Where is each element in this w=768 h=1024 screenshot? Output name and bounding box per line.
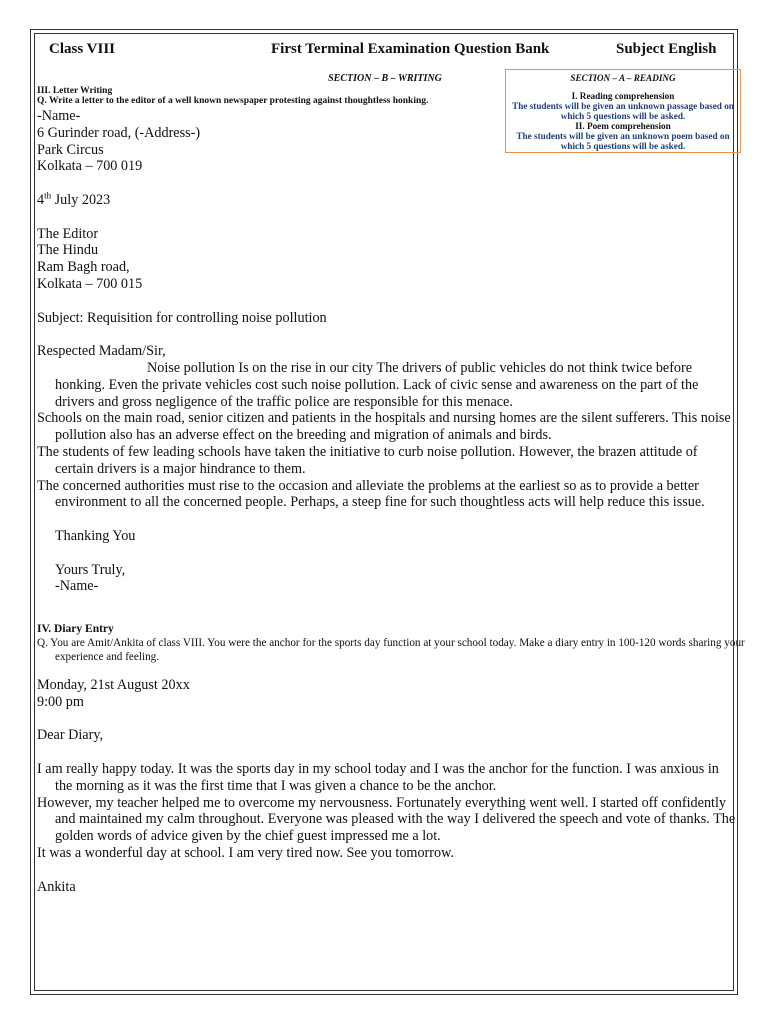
letter-paragraph: Noise pollution Is on the rise in our city The drivers of public vehicles do not think twice before honking. Even the private vehicles cost such noise pollution. Lack of civic sense and awareness on the part of the drivers and gross negligence of the traffic police are responsible for this menace.: [55, 359, 699, 410]
letter-closing: Yours Truly,: [55, 561, 126, 578]
diary-question: Q. You are Amit/Ankita of class VIII. You were the anchor for the sports day function at your school today. Make a diary entry in 100-120 words sharing your experience and feeling.: [37, 637, 745, 663]
class-label: Class VIII: [49, 41, 115, 57]
letter-paragraph: Schools on the main road, senior citizen and patients in the hospitals and nursing homes are the silent sufferers. This noise pollution also has an adverse effect on the breeding and migration of animals and birds.: [37, 410, 731, 444]
diary-signature: Ankita: [37, 878, 76, 895]
receiver-line: Ram Bagh road,: [37, 259, 130, 276]
receiver-line: The Hindu: [37, 242, 99, 259]
letter-paragraph: The concerned authorities must rise to the occasion and alleviate the problems at the earliest so as to provide a better environment to all the concerned people. Perhaps, a steep fine for such thoughtless acts will help reduce this issue.: [37, 477, 705, 511]
diary-salutation: Dear Diary,: [37, 727, 104, 744]
receiver-line: The Editor: [37, 225, 99, 242]
section-a-item-heading: I. Reading comprehension: [571, 91, 675, 101]
section-b-title: SECTION – B – WRITING: [328, 73, 442, 84]
section-a-item-heading: II. Poem comprehension: [575, 121, 671, 131]
diary-heading: IV. Diary Entry: [37, 623, 114, 635]
diary-body: [37, 677, 737, 895]
letter-paragraph: The students of few leading schools have taken the initiative to curb noise pollution. However, the brazen attitude of certain drivers is a major hindrance to them.: [37, 443, 698, 477]
letter-subject: Subject: Requisition for controlling noise pollution: [37, 309, 327, 326]
letter-signature: -Name-: [55, 578, 99, 595]
letter-body: [37, 108, 737, 595]
letter-thanks: Thanking You: [55, 527, 136, 544]
receiver-line: Kolkata – 700 015: [37, 275, 143, 292]
diary-paragraph: I am really happy today. It was the sports day in my school today and I was the anchor for the function. I was anxious in the morning as it was the first time that I was given a chance to be the anchor.: [37, 760, 719, 794]
letter-salutation: Respected Madam/Sir,: [37, 343, 166, 360]
sender-line: Park Circus: [37, 141, 104, 158]
letter-question: Q. Write a letter to the editor of a well known newspaper protesting against thoughtless honking.: [37, 96, 429, 106]
page-title: First Terminal Examination Question Bank: [271, 41, 550, 57]
letter-heading: III. Letter Writing: [37, 86, 113, 96]
diary-paragraph: It was a wonderful day at school. I am very tired now. See you tomorrow.: [37, 844, 454, 861]
diary-time: 9:00 pm: [37, 693, 84, 710]
sender-line: -Name-: [37, 108, 81, 124]
letter-date: 4th July 2023: [37, 190, 111, 208]
diary-date: Monday, 21st August 20xx: [37, 677, 190, 693]
section-a-item-text: The students will be given an unknown passage based on which 5 questions will be asked.: [512, 101, 734, 121]
subject-label: Subject English: [616, 41, 717, 57]
section-a-item-text: The students will be given an unknown poem based on which 5 questions will be asked.: [516, 131, 730, 151]
sender-line: Kolkata – 700 019: [37, 158, 143, 175]
diary-paragraph: However, my teacher helped me to overcome my nervousness. Fortunately everything went well. I started off confidently and maintained my calm throughout. Everyone was pleased with the way I delivered the speech and vote of thanks. The golden words of advice given by the chief guest impressed me a lot.: [37, 794, 736, 845]
sender-line: 6 Gurinder road, (-Address-): [37, 124, 201, 141]
section-a-title: SECTION – A – READING: [570, 73, 676, 83]
